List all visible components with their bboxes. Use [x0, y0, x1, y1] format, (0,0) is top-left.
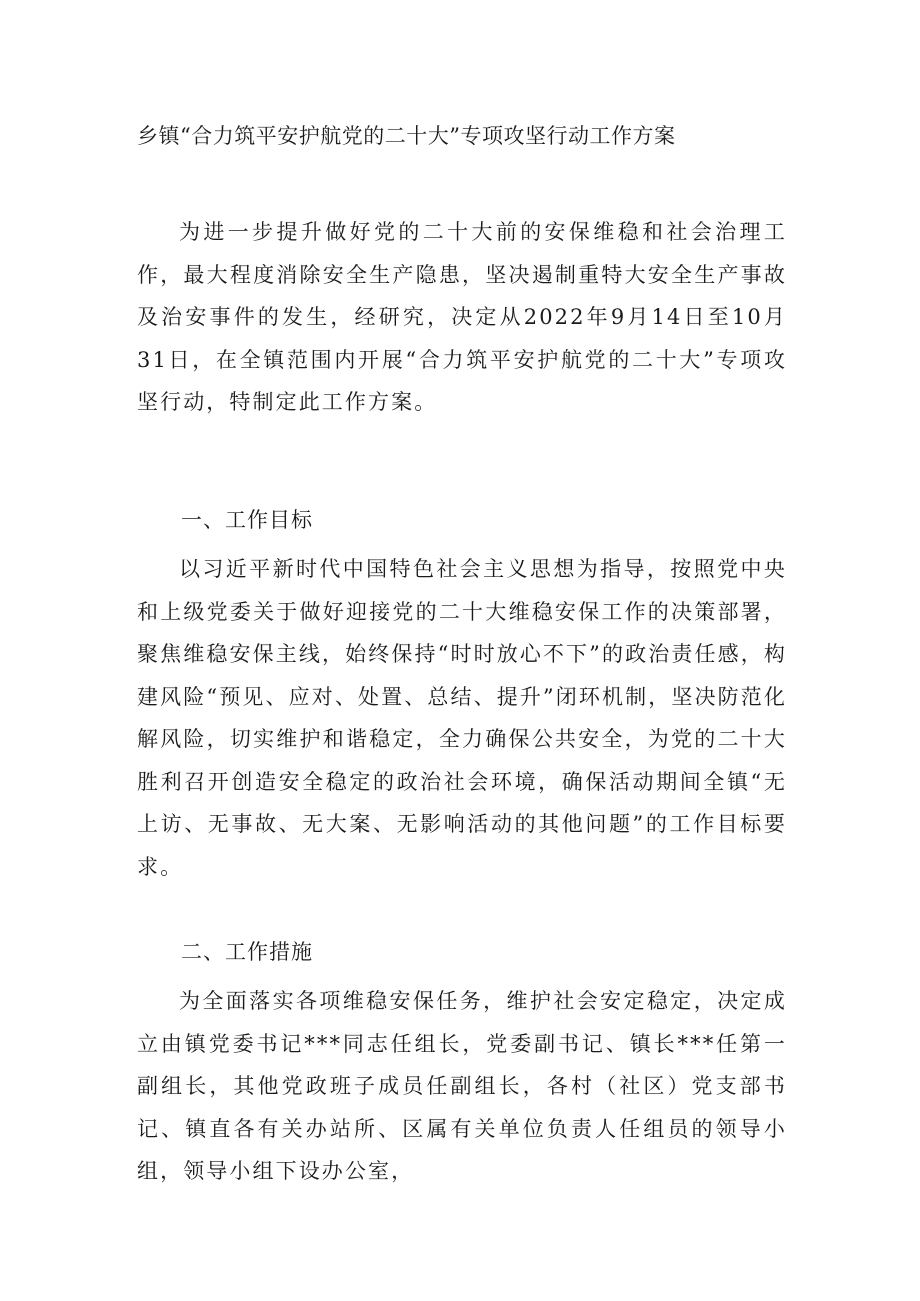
goals-paragraph: 以习近平新时代中国特色社会主义思想为指导，按照党中央和上级党委关于做好迎接党的二十大维稳安保工作的决策部署，聚焦维稳安保主线，始终保持“时时放心不下”的政治责任感，构建风险“预见、应对、处置、总结、提升”闭环机制，坚决防范化解风险，切实维护和谐稳定，全力确保公共安全，为党的二十大胜利召开创造安全稳定的政治社会环境，确保活动期间全镇“无上访、无事故、无大案、无影响活动的其他问题”的工作目标要求。	[137, 557, 787, 879]
intro-paragraph: 为进一步提升做好党的二十大前的安保维稳和社会治理工作，最大程度消除安全生产隐患，坚决遏制重特大安全生产事故及治安事件的发生，经研究，决定从2022年9月14日至10月31日，在全镇范围内开展“合力筑平安护航党的二十大”专项攻坚行动，特制定此工作方案。	[137, 220, 787, 414]
section-heading-goals: 一、工作目标	[181, 508, 313, 532]
measures-paragraph-block	[137, 980, 787, 1193]
document-title: 乡镇“合力筑平安护航党的二十大”专项攻坚行动工作方案	[137, 124, 676, 148]
section-heading-measures: 二、工作措施	[181, 940, 313, 964]
goals-paragraph-block	[137, 548, 787, 888]
intro-paragraph-block	[137, 211, 787, 424]
measures-paragraph: 为全面落实各项维稳安保任务，维护社会安定稳定，决定成立由镇党委书记***同志任组长，党委副书记、镇长***任第一副组长，其他党政班子成员任副组长，各村（社区）党支部书记、镇直各有关办站所、区属有关单位负责人任组员的领导小组，领导小组下设办公室，	[137, 989, 787, 1183]
